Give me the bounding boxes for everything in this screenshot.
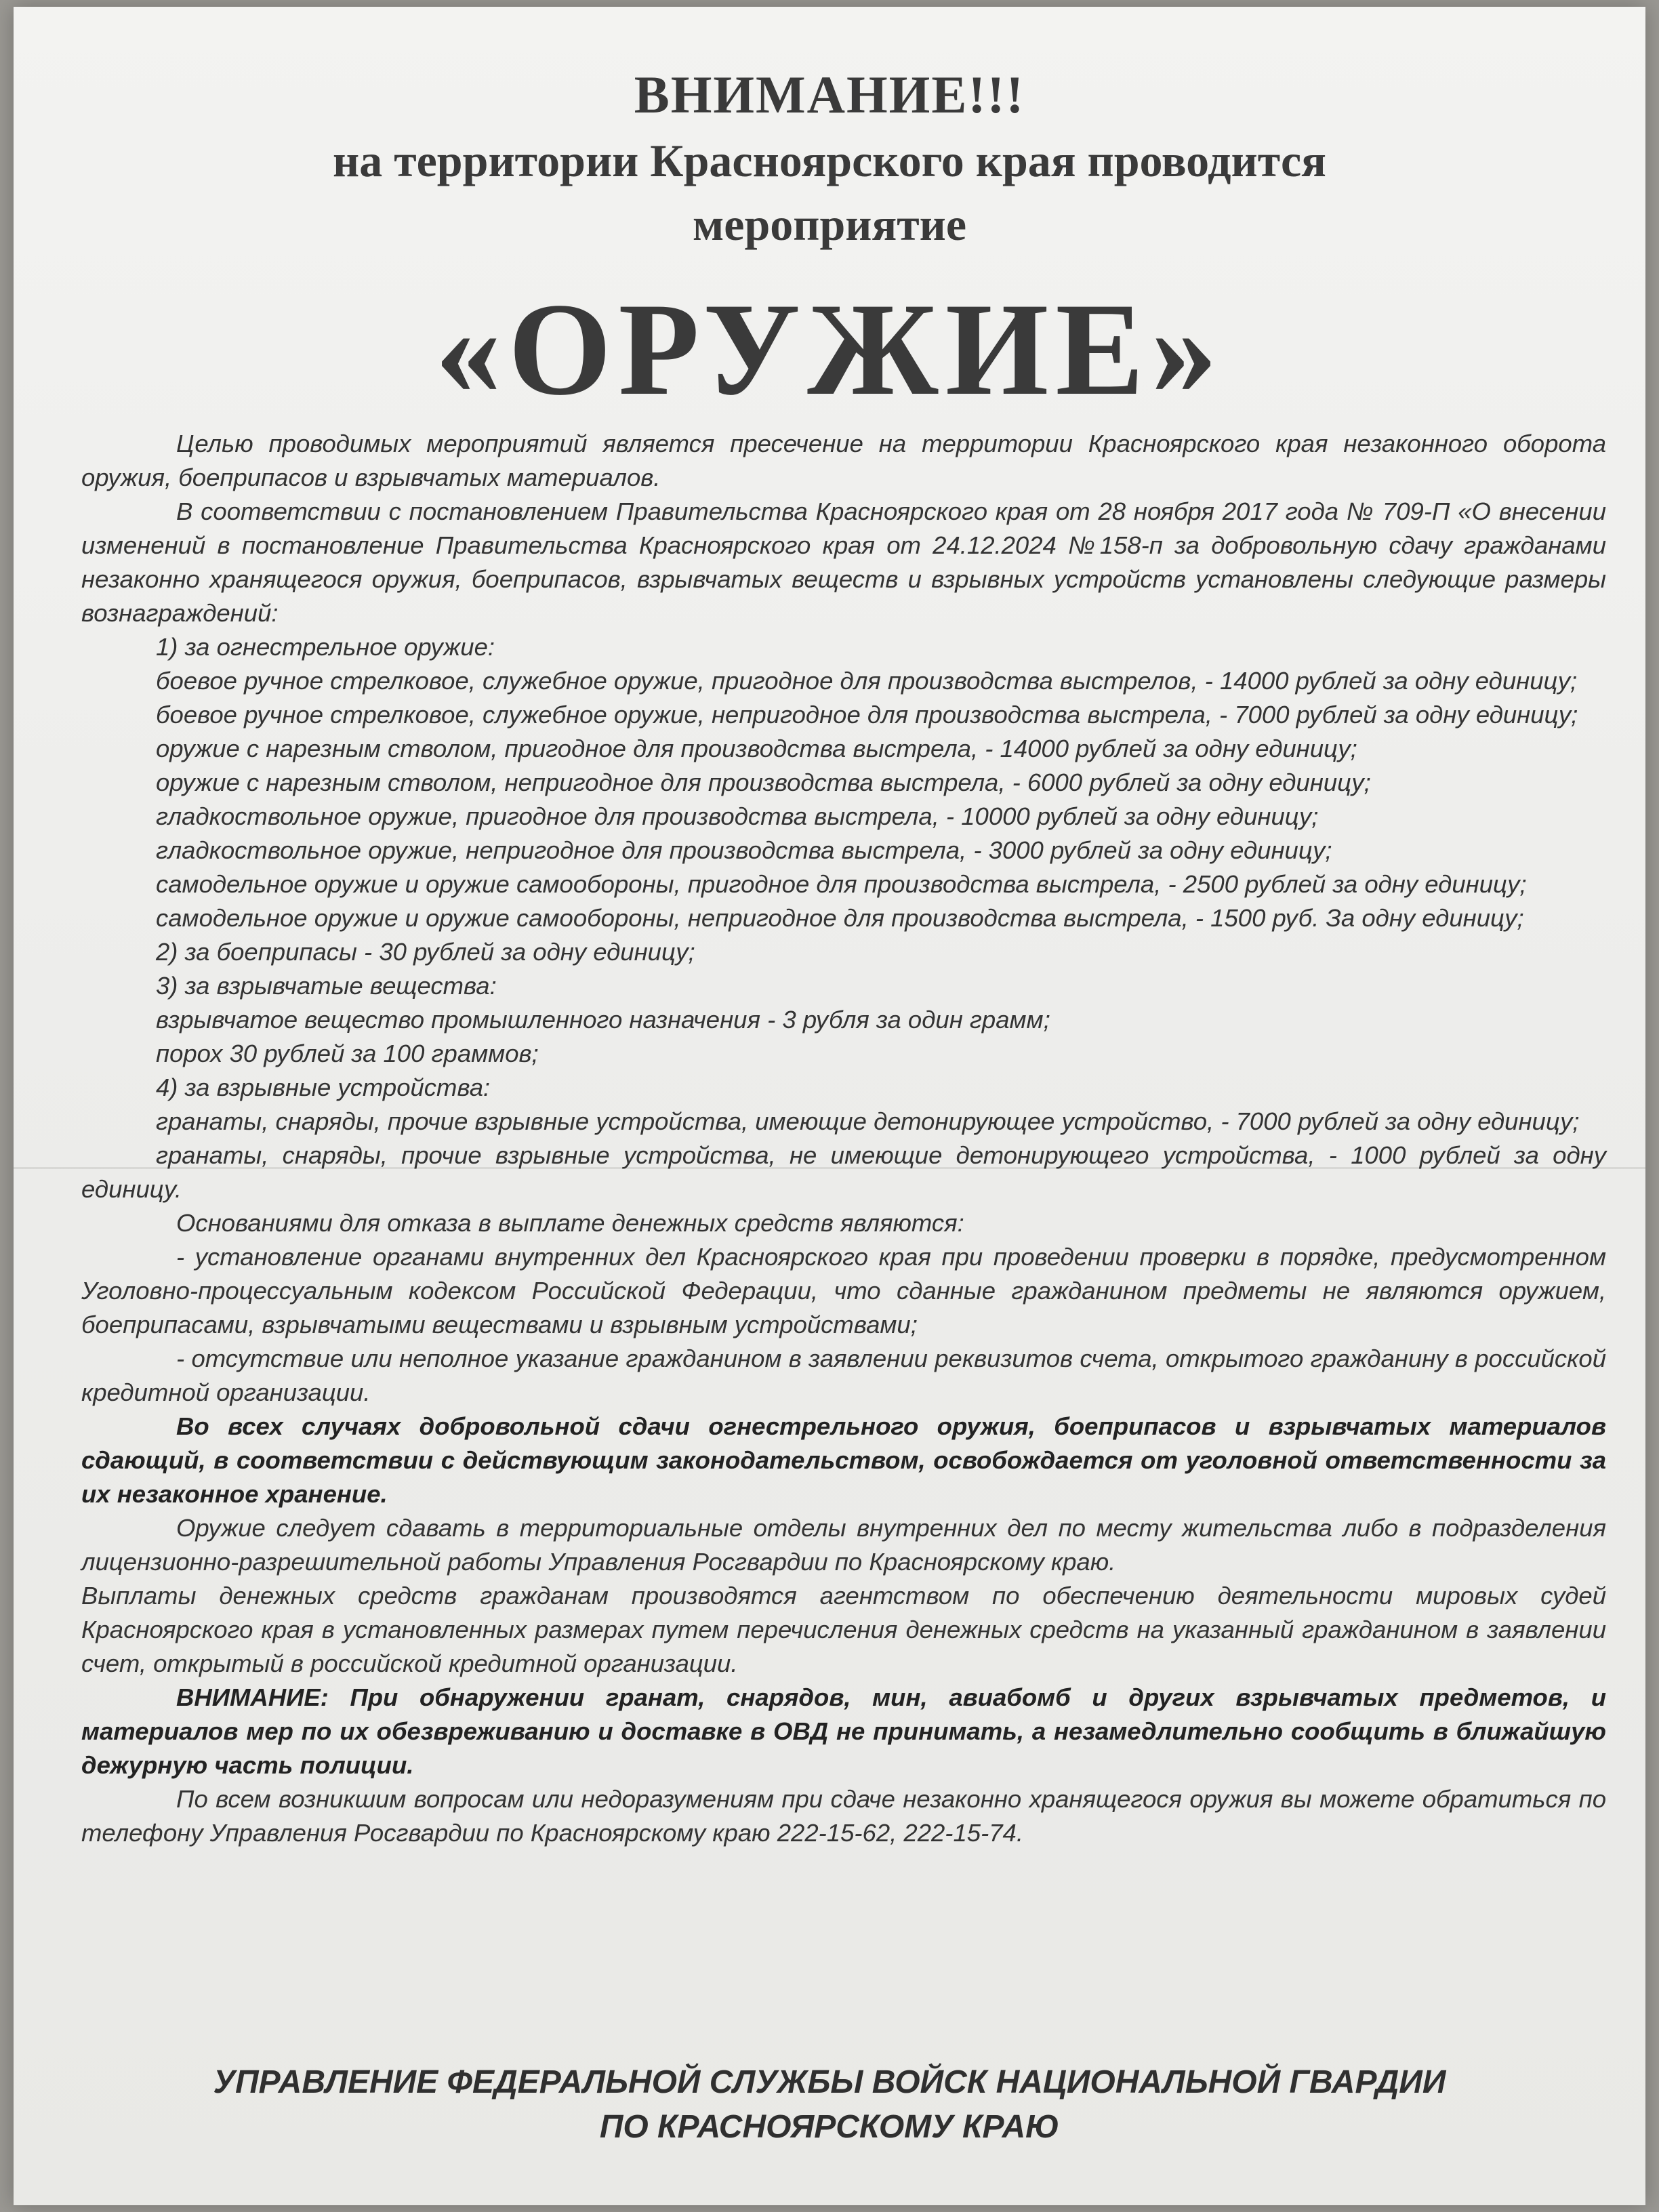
contact-paragraph: По всем возникшим вопросам или недоразумениям при сдаче незаконно хранящегося оружия вы можете обратиться по телефону Управления Росгвардии по Красноярскому краю 222-15-62, 222-15-74. <box>81 1785 1606 1847</box>
where-to-surrender-paragraph: Оружие следует сдавать в территориальные отделы внутренних дел по месту жительства либо в подразделения лицензионно-разрешительной работы Управления Росгвардии по Красноярскому краю. <box>81 1514 1606 1576</box>
heading-line-2: мероприятие <box>692 199 967 250</box>
section-ammunition: 2) за боеприпасы - 30 рублей за одну единицу; <box>156 938 695 966</box>
purpose-paragraph: Целью проводимых мероприятий является пресечение на территории Красноярского края незаконного оборота оружия, боеприпасов и взрывчатых материалов. <box>81 430 1606 491</box>
list-item: оружие с нарезным стволом, пригодное для производства выстрела, - 14000 рублей за одну единицу; <box>156 735 1357 762</box>
attention-heading: ВНИМАНИЕ!!! <box>634 65 1025 124</box>
exemption-paragraph: Во всех случаях добровольной сдачи огнестрельного оружия, боеприпасов и взрывчатых материалов сдающий, в соответствии с действующим законодательством, освобождается от уголовной ответственности за их незаконное хранение. <box>81 1412 1606 1508</box>
list-item: боевое ручное стрелковое, служебное оружие, пригодное для производства выстрелов, - 14000 рублей за одну единицу; <box>156 667 1578 695</box>
footer-line-2: ПО КРАСНОЯРСКОМУ КРАЮ <box>599 2109 1060 2145</box>
footer-line-1: УПРАВЛЕНИЕ ФЕДЕРАЛЬНОЙ СЛУЖБЫ ВОЙСК НАЦИОНАЛЬНОЙ ГВАРДИИ <box>213 2064 1446 2100</box>
list-item: взрывчатое вещество промышленного назначения - 3 рубля за один грамм; <box>156 1006 1050 1033</box>
header <box>14 61 1645 424</box>
list-item: самодельное оружие и оружие самообороны, непригодное для производства выстрела, - 1500 руб. За одну единицу; <box>156 904 1524 932</box>
body-text <box>81 427 1606 1850</box>
list-item: самодельное оружие и оружие самообороны, пригодное для производства выстрела, - 2500 рублей за одну единицу; <box>156 870 1527 898</box>
section-explosive-devices: 4) за взрывные устройства: <box>156 1073 491 1101</box>
section-firearms: 1) за огнестрельное оружие: <box>156 633 495 661</box>
refusal-item: - отсутствие или неполное указание гражданином в заявлении реквизитов счета, открытого гражданину в российской кредитной организации. <box>81 1345 1606 1406</box>
list-item: гранаты, снаряды, прочие взрывные устройства, не имеющие детонирующего устройства, - 1000 рублей за одну единицу. <box>81 1141 1606 1203</box>
list-item: гранаты, снаряды, прочие взрывные устройства, имеющие детонирующее устройство, - 7000 рублей за одну единицу; <box>156 1107 1580 1135</box>
warning-paragraph: ВНИМАНИЕ: При обнаружении гранат, снарядов, мин, авиабомб и других взрывчатых предметов, и материалов мер по их обезвреживанию и доставке в ОВД не принимать, а незамедлительно сообщить в ближайшую дежурную часть полиции. <box>81 1683 1606 1779</box>
list-item: боевое ручное стрелковое, служебное оружие, непригодное для производства выстрела, - 7000 рублей за одну единицу; <box>156 701 1578 729</box>
list-item: порох 30 рублей за 100 граммов; <box>156 1040 539 1067</box>
refusal-item: - установление органами внутренних дел Красноярского края при проведении проверки в порядке, предусмотренном Уголовно-процессуальным кодексом Российской Федерации, что сданные гражданином предметы не являются оружием, боеприпасами, взрывчатыми веществами и взрывным устройствами; <box>81 1243 1606 1338</box>
list-item: оружие с нарезным стволом, непригодное для производства выстрела, - 6000 рублей за одну единицу; <box>156 769 1371 796</box>
heading-line-1: на территории Красноярского края проводится <box>333 135 1326 186</box>
resolution-paragraph: В соответствии с постановлением Правительства Красноярского края от 28 ноября 2017 года № 709-П «О внесении изменений в постановление Правительства Красноярского края от 24.12.2024 №158-п за добровольную сдачу гражданами незаконно хранящегося оружия, боеприпасов, взрывчатых веществ и взрывных устройств установлены следующие размеры вознаграждений: <box>81 497 1606 627</box>
payment-paragraph: Выплаты денежных средств гражданам производятся агентством по обеспечению деятельности мировых судей Красноярского края в установленных размерах путем перечисления денежных средств на указанный гражданином в заявлении счет, открытый в российской кредитной организации. <box>81 1582 1606 1677</box>
list-item: гладкоствольное оружие, пригодное для производства выстрела, - 10000 рублей за одну единицу; <box>156 802 1319 830</box>
main-title: «ОРУЖИЕ» <box>434 276 1225 423</box>
refusal-title: Основаниями для отказа в выплате денежных средств являются: <box>176 1209 964 1237</box>
paper-sheet <box>14 7 1645 2205</box>
section-explosives: 3) за взрывчатые вещества: <box>156 972 497 1000</box>
footer-signature <box>14 2060 1645 2150</box>
list-item: гладкоствольное оружие, непригодное для производства выстрела, - 3000 рублей за одну единицу; <box>156 836 1332 864</box>
